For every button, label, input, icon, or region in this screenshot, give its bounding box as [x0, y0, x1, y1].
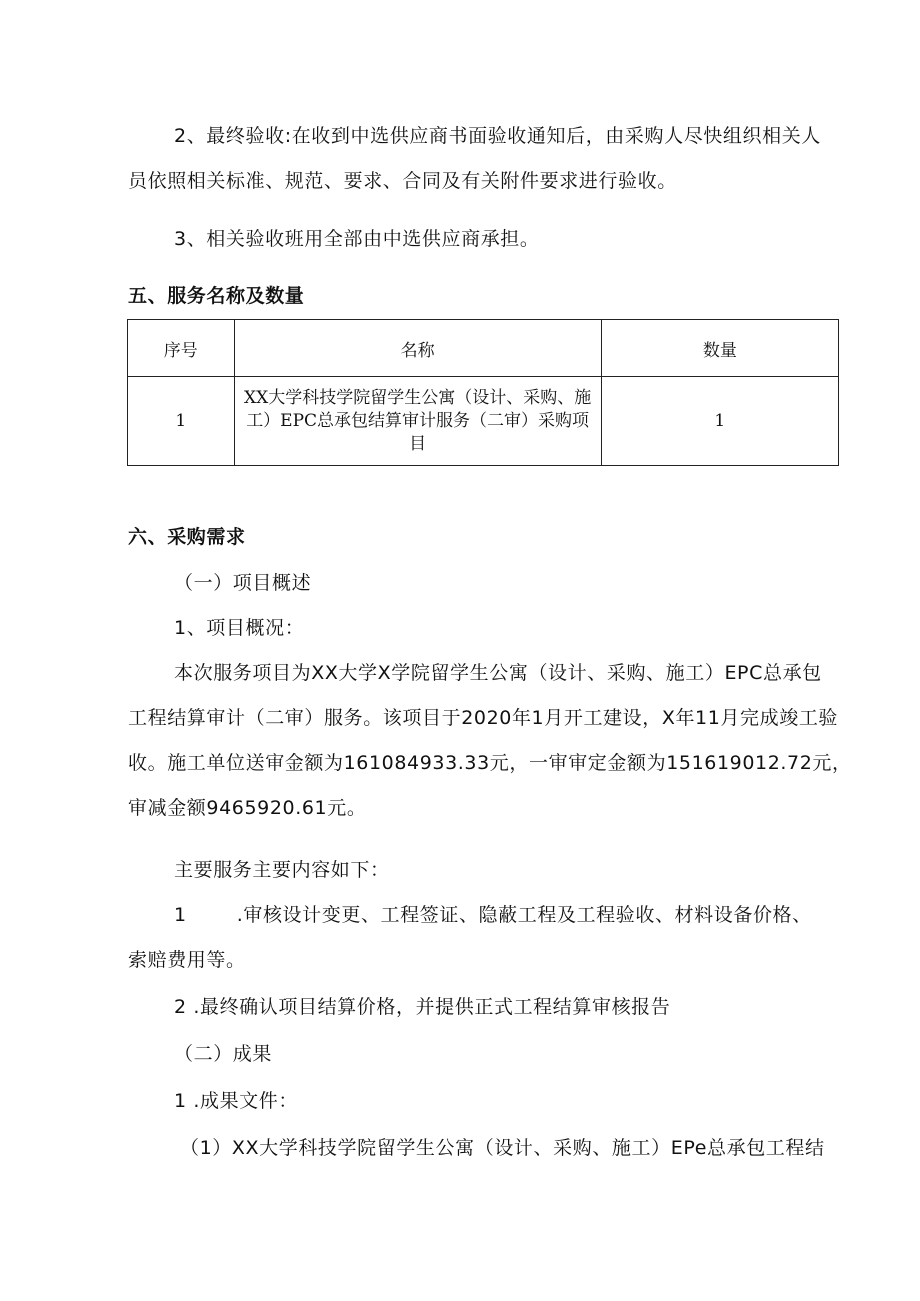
overview-line-3: 收。施工单位送审金额为161084933.33元，一审审定金额为151619012.72元， — [128, 752, 852, 774]
header-name: 名称 — [234, 320, 601, 377]
header-qty: 数量 — [601, 320, 838, 377]
acceptance-item-3 — [128, 217, 840, 262]
acceptance-item-2-line-2: 员依照相关标准、规范、要求、合同及有关附件要求进行验收。 — [128, 170, 677, 192]
cell-no: 1 — [128, 377, 235, 466]
table-row — [128, 377, 839, 466]
acceptance-item-2-line-1: 2、最终验收:在收到中选供应商书面验收通知后，由采购人尽快组织相关人 — [174, 125, 821, 147]
subsection-results-title: （二）成果 — [174, 1043, 273, 1065]
section-6-title: 六、采购需求 — [128, 526, 246, 548]
service-item-1-line-2: 索赔费用等。 — [128, 949, 246, 971]
cell-qty: 1 — [601, 377, 838, 466]
section-5-heading — [128, 274, 840, 319]
overview-line-1: 本次服务项目为XX大学X学院留学生公寓（设计、采购、施工）EPC总承包 — [174, 662, 822, 684]
acceptance-item-3-text: 3、相关验收班用全部由中选供应商承担。 — [174, 228, 540, 250]
project-overview-label: 1、项目概况： — [174, 617, 305, 639]
service-item-1-text: .审核设计变更、工程签证、隐蔽工程及工程验收、材料设备价格、 — [236, 904, 812, 926]
subsection-overview — [128, 561, 852, 831]
service-item-1-number: 1 — [174, 904, 187, 926]
overview-line-2: 工程结算审计（二审）服务。该项目于2020年1月开工建设，X年11月完成竣工验 — [128, 707, 839, 729]
result-item-1: （1）XX大学科技学院留学生公寓（设计、采购、施工）EPe总承包工程结 — [180, 1137, 825, 1159]
acceptance-item-2 — [128, 114, 840, 204]
section-6-heading — [128, 515, 840, 560]
table-header-row — [128, 320, 839, 377]
service-item-1-line-1 — [128, 893, 840, 938]
service-table — [127, 319, 839, 466]
cell-name: XX大学科技学院留学生公寓（设计、采购、施工）EPC总承包结算审计服务（二审）采购项目 — [234, 377, 601, 466]
section-5-title: 五、服务名称及数量 — [128, 285, 305, 307]
main-services-intro: 主要服务主要内容如下： — [174, 859, 390, 881]
result-files-label: 1 .成果文件： — [174, 1090, 298, 1112]
subsection-overview-title: （一）项目概述 — [174, 572, 312, 594]
main-services — [128, 848, 840, 1171]
service-item-2: 2 .最终确认项目结算价格，并提供正式工程结算审核报告 — [174, 996, 671, 1018]
header-no: 序号 — [128, 320, 235, 377]
overview-line-4: 审减金额9465920.61元。 — [128, 797, 367, 819]
